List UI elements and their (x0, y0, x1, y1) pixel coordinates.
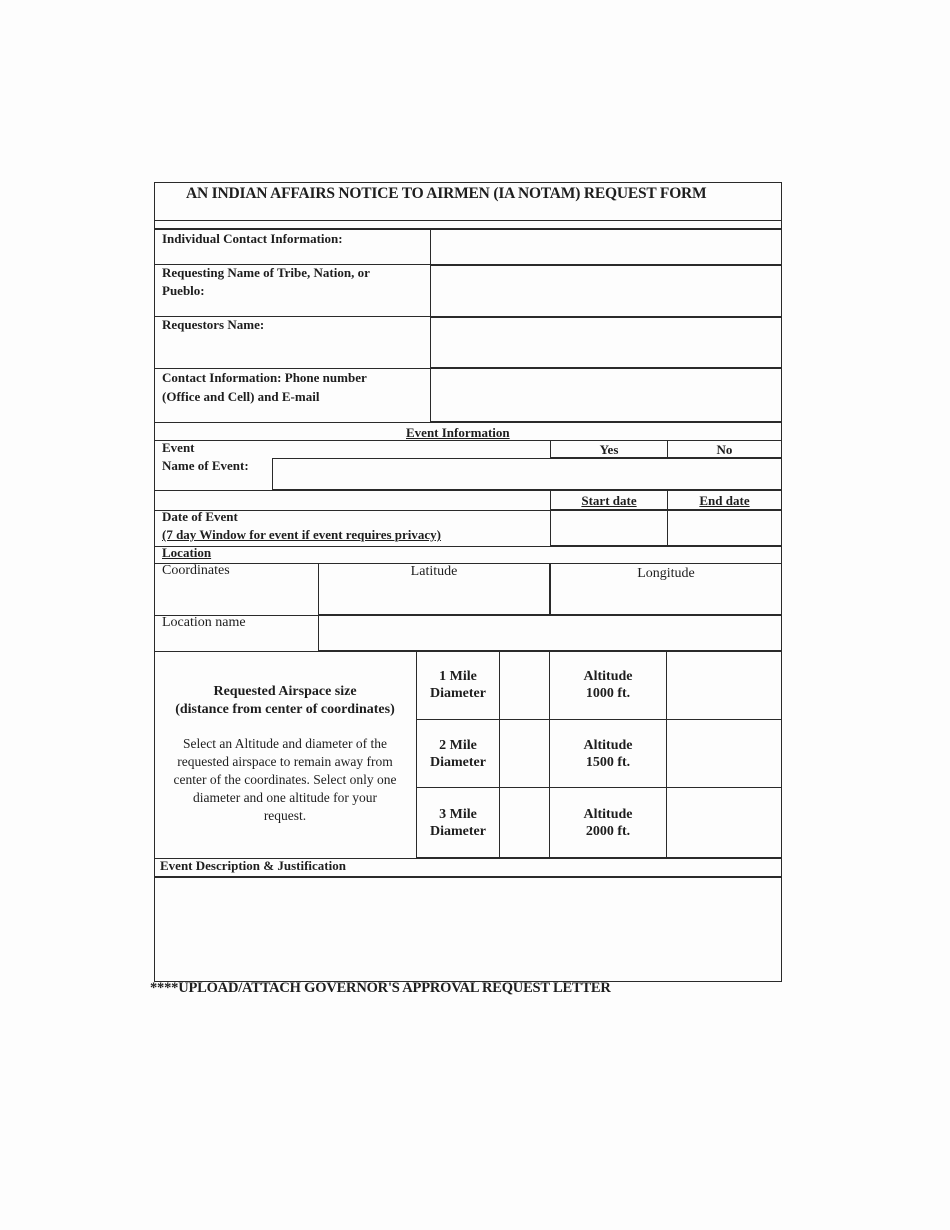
latitude-label: Latitude (410, 564, 458, 579)
requesting-name-label-2: Pueblo: (162, 283, 205, 298)
altitude-2-text: Altitude (583, 738, 633, 753)
individual-contact-label: Individual Contact Information: (162, 231, 343, 246)
mile-2-select[interactable] (499, 719, 550, 788)
event-yes-label: Yes (599, 442, 619, 457)
altitude-3-text: Altitude (583, 807, 633, 822)
mile-1-select[interactable] (499, 651, 550, 720)
location-heading: Location (162, 545, 212, 560)
requestors-name-field[interactable] (430, 316, 782, 368)
start-date-field[interactable] (550, 510, 668, 546)
mile-3-text: 3 Mile (439, 807, 477, 822)
governor-approval-note: ****UPLOAD/ATTACH GOVERNOR'S APPROVAL REQUEST LETTER (150, 980, 611, 996)
description-heading: Event Description & Justification (160, 858, 346, 873)
name-of-event-field[interactable] (272, 458, 782, 490)
contact-rule-3 (154, 368, 430, 369)
title-divider (154, 220, 782, 221)
location-name-label: Location name (162, 615, 246, 630)
event-information-heading: Event Information (406, 425, 510, 440)
airspace-instruction-1: Select an Altitude and diameter of the (183, 736, 387, 751)
altitude-1-text: Altitude (583, 669, 633, 684)
start-date-label: Start date (581, 493, 637, 508)
form-title: AN INDIAN AFFAIRS NOTICE TO AIRMEN (IA NOTAM) REQUEST FORM (186, 185, 707, 202)
notam-request-form (154, 182, 782, 982)
end-date-field[interactable] (667, 510, 782, 546)
end-date-label: End date (699, 493, 750, 508)
airspace-size-label-2: (distance from center of coordinates) (175, 702, 395, 717)
longitude-label: Longitude (637, 566, 695, 581)
location-name-field[interactable] (318, 615, 782, 651)
requesting-name-label-1: Requesting Name of Tribe, Nation, or (162, 265, 370, 280)
mile-1-text: 1 Mile (439, 669, 477, 684)
event-label: Event (162, 440, 195, 455)
airspace-instruction-2: requested airspace to remain away from (177, 754, 393, 769)
mile-3-select[interactable] (499, 787, 550, 858)
altitude-3-select[interactable] (666, 787, 782, 858)
mile-1-diameter-text: Diameter (430, 686, 486, 701)
event-no-label: No (716, 442, 733, 457)
event-description-field[interactable] (154, 876, 778, 982)
contact-info-field[interactable] (430, 368, 782, 422)
contact-section-left-rules (154, 264, 430, 422)
mile-2-diameter-text: Diameter (430, 755, 486, 770)
airspace-instruction-4: diameter and one altitude for your (192, 790, 378, 805)
altitude-3-feet: 2000 ft. (585, 824, 631, 839)
altitude-1-select[interactable] (666, 651, 782, 720)
contact-info-label-2: (Office and Cell) and E-mail (162, 389, 320, 404)
altitude-2-select[interactable] (666, 719, 782, 788)
altitude-2-feet: 1500 ft. (585, 755, 631, 770)
contact-info-label-1: Contact Information: Phone number (162, 370, 367, 385)
date-note: (7 day Window for event if event requires privacy) (162, 527, 442, 542)
mile-3-diameter-text: Diameter (430, 824, 486, 839)
airspace-size-label-1: Requested Airspace size (213, 684, 357, 699)
requestors-name-label: Requestors Name: (162, 317, 265, 332)
location-rule (154, 546, 782, 547)
altitude-1-feet: 1000 ft. (585, 686, 631, 701)
airspace-instruction-3: center of the coordinates. Select only one (173, 772, 397, 787)
airspace-instruction-5: request. (263, 808, 307, 823)
contact-rule-4 (154, 422, 782, 423)
date-of-event-label: Date of Event (162, 509, 238, 524)
contact-rule-2 (154, 316, 430, 317)
requesting-name-field[interactable] (430, 264, 782, 318)
individual-contact-field[interactable] (430, 228, 782, 266)
name-of-event-label: Name of Event: (162, 458, 249, 473)
mile-2-text: 2 Mile (439, 738, 477, 753)
coordinates-label: Coordinates (162, 563, 230, 578)
